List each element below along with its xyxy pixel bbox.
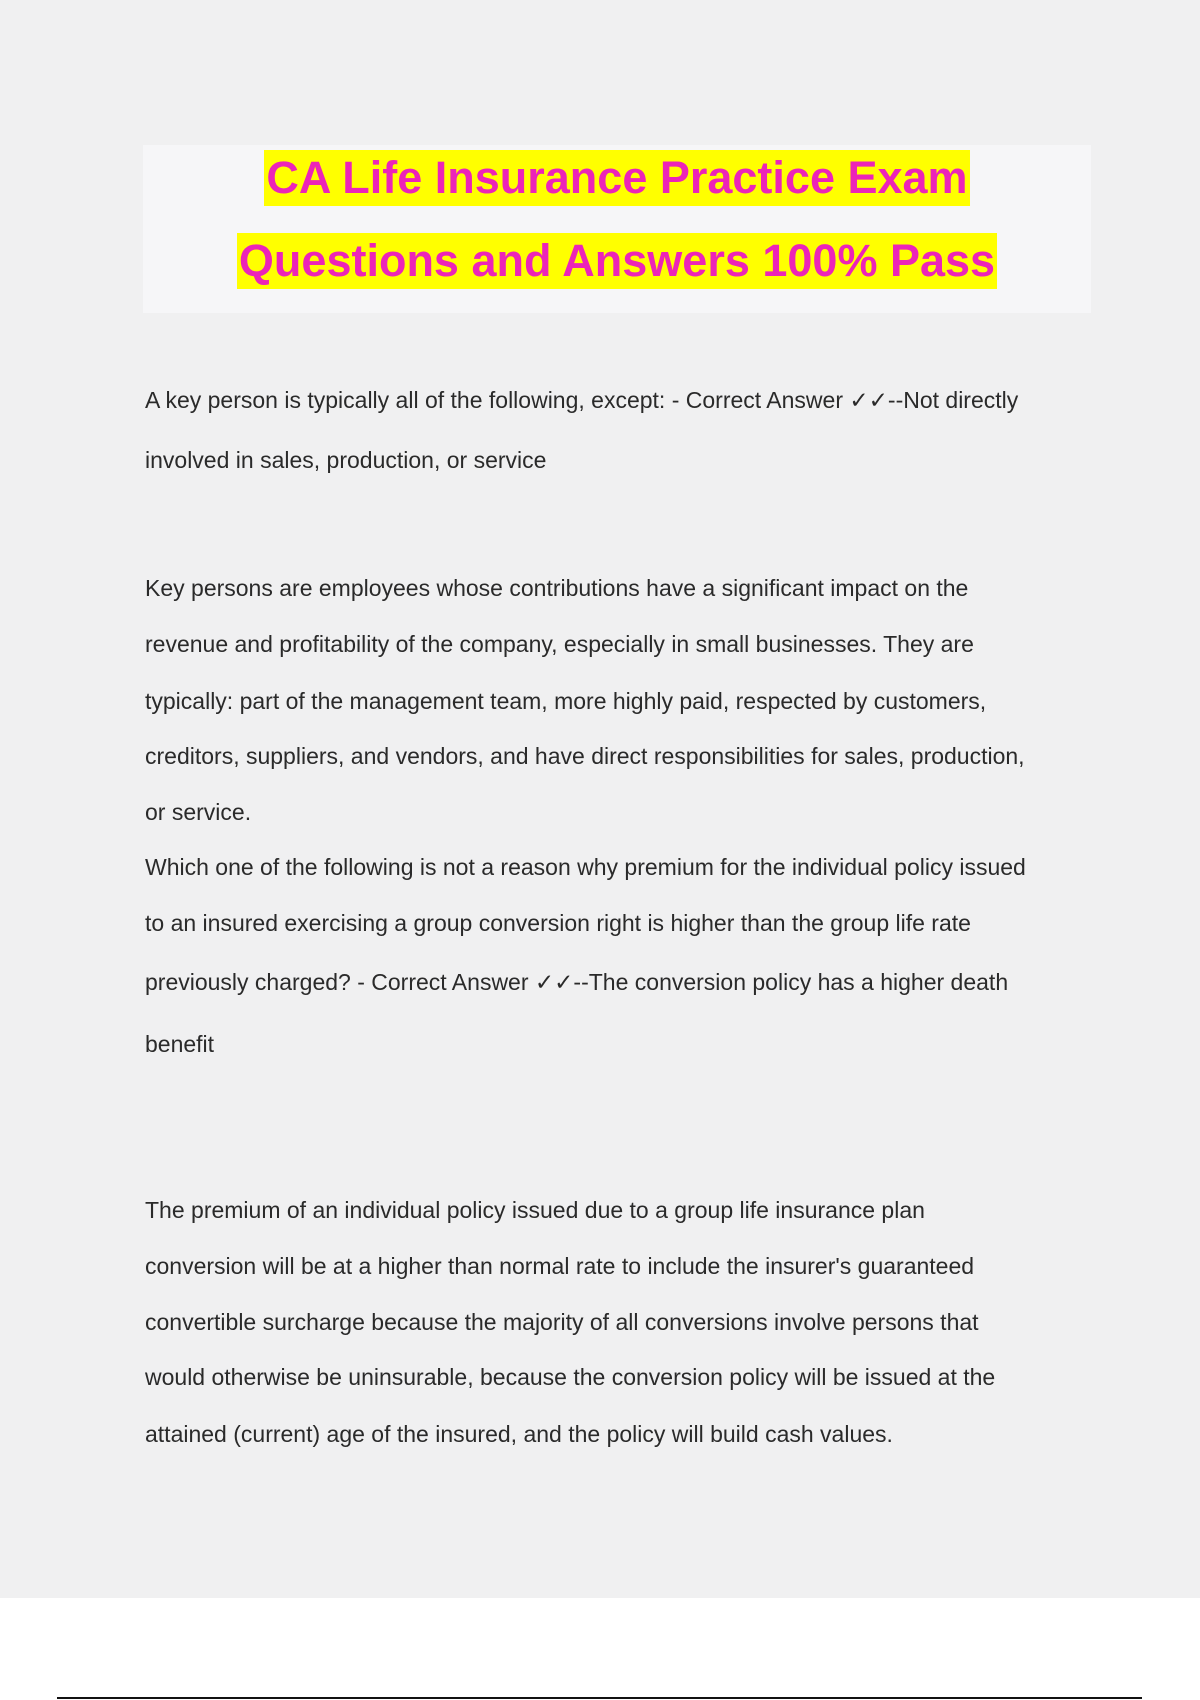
title-line-2 [143,228,1091,312]
question-2-line-4: benefit [145,1031,215,1057]
footer-divider [57,1697,1142,1699]
explanation-1-line-2: revenue and profitability of the company, especially in small businesses. They are [145,631,974,657]
question-2-line-1: Which one of the following is not a reason why premium for the individual policy issued [145,854,1026,880]
explanation-2-line-5: attained (current) age of the insured, and the policy will build cash values. [145,1421,893,1447]
explanation-1-line-1: Key persons are employees whose contributions have a significant impact on the [145,575,969,601]
explanation-1-line-3: typically: part of the management team, more highly paid, respected by customers, [145,688,987,714]
explanation-2-line-3: convertible surcharge because the majority of all conversions involve persons that [145,1309,979,1335]
title-text-1: CA Life Insurance Practice Exam [264,150,969,206]
title-line-1 [143,145,1091,229]
title-text-2: Questions and Answers 100% Pass [237,233,997,289]
question-2-line-2: to an insured exercising a group conversion right is higher than the group life rate [145,910,971,936]
question-1-line-2: involved in sales, production, or service [145,447,547,473]
question-1-line-1: A key person is typically all of the following, except: - Correct Answer ✓✓--Not directly [145,387,1019,413]
question-2-line-3: previously charged? - Correct Answer ✓✓--The conversion policy has a higher death [145,969,1009,995]
explanation-2-line-4: would otherwise be uninsurable, because the conversion policy will be issued at the [145,1364,996,1390]
explanation-2-line-1: The premium of an individual policy issued due to a group life insurance plan [145,1197,925,1223]
title-block [143,145,1091,313]
explanation-1-line-4: creditors, suppliers, and vendors, and have direct responsibilities for sales, production, [145,743,1025,769]
explanation-1-line-5: or service. [145,799,252,825]
explanation-2-line-2: conversion will be at a higher than normal rate to include the insurer's guaranteed [145,1253,975,1279]
